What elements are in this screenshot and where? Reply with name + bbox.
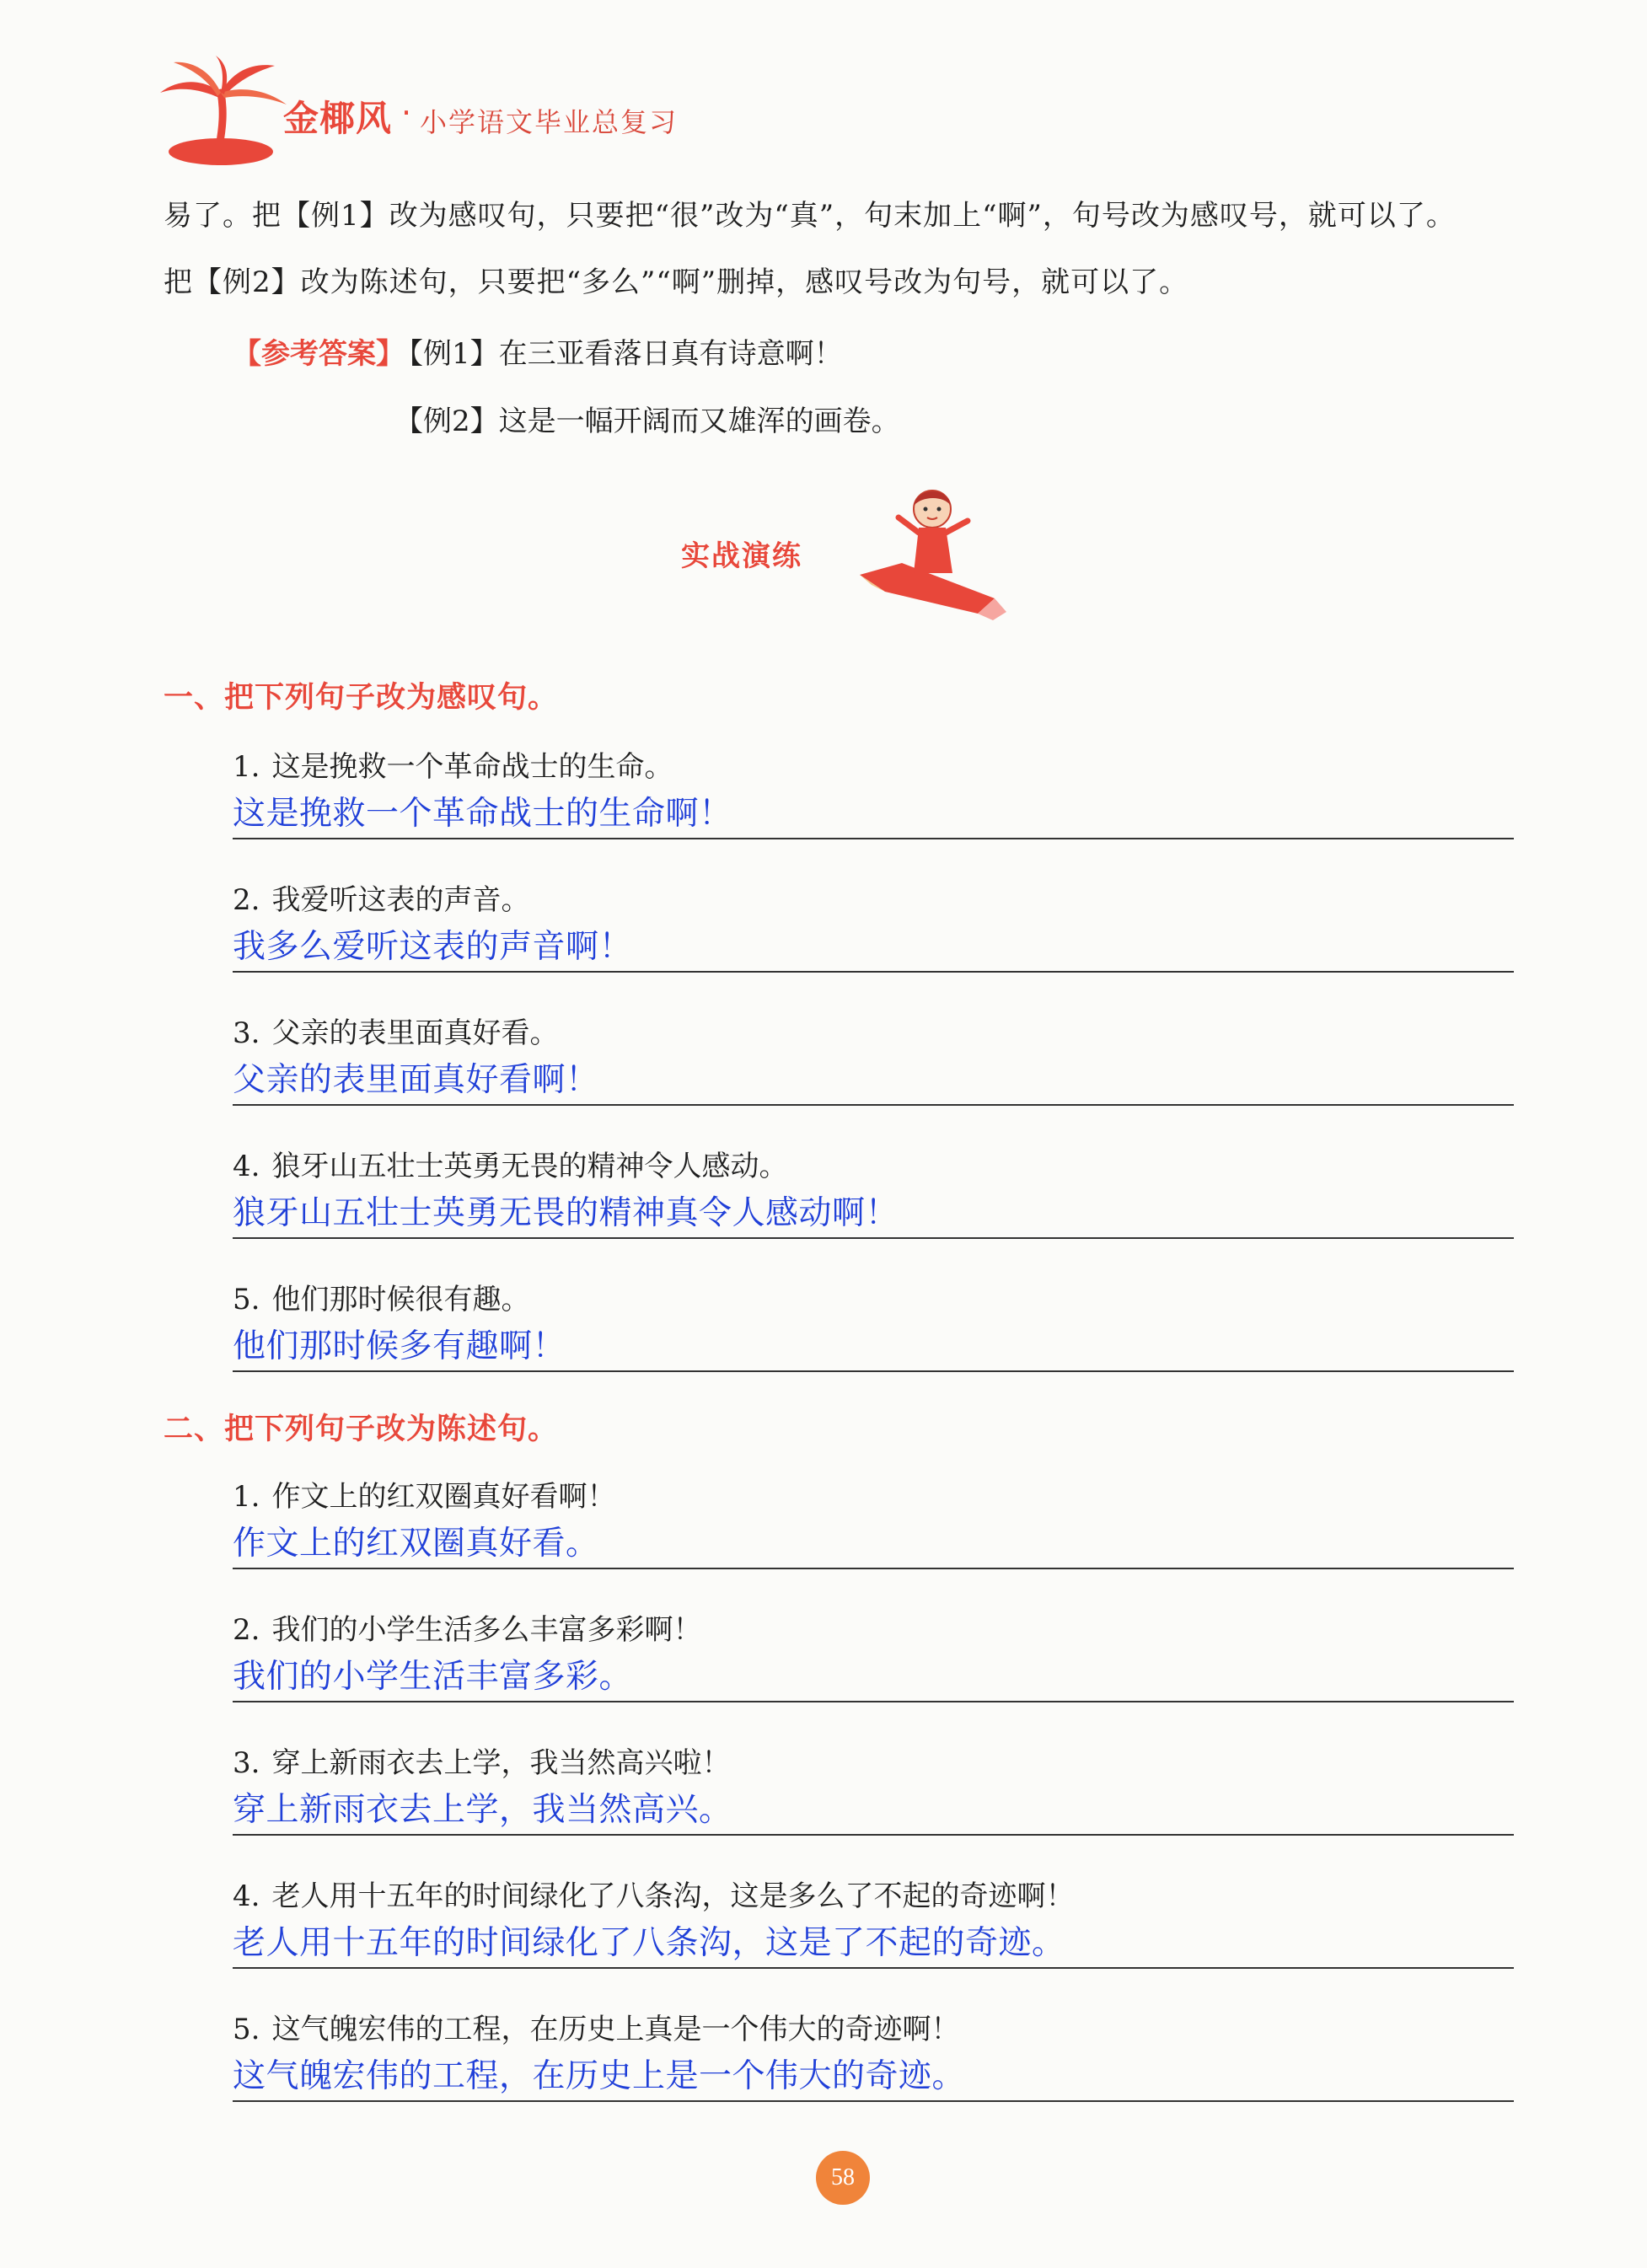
question-text: 老人用十五年的时间绿化了八条沟，这是多么了不起的奇迹啊！ bbox=[271, 1879, 1075, 1913]
brand-separator: · bbox=[401, 94, 412, 131]
brand-name: 金椰风 bbox=[283, 98, 393, 139]
exercise-number: 4. bbox=[233, 1879, 260, 1913]
exercise-item bbox=[233, 1143, 1514, 1269]
handwritten-answer: 我们的小学生活丰富多彩。 bbox=[233, 1658, 633, 1696]
handwritten-answer: 他们那时候多有趣啊！ bbox=[233, 1327, 566, 1365]
section-1-heading: 一、把下列句子改为感叹句。 bbox=[164, 681, 559, 715]
exercise-item bbox=[233, 2006, 1514, 2132]
exercise-item bbox=[233, 743, 1514, 870]
answer-line bbox=[233, 971, 1514, 973]
answer-line bbox=[233, 838, 1514, 839]
exercise-question bbox=[233, 877, 529, 918]
answer-line bbox=[233, 1701, 1514, 1702]
exercise-number: 5. bbox=[233, 2013, 260, 2046]
reference-answer-label: 【参考答案】 bbox=[233, 337, 405, 371]
exercise-item bbox=[233, 1740, 1514, 1866]
exercise-question bbox=[233, 1473, 615, 1515]
question-text: 这是挽救一个革命战士的生命。 bbox=[271, 750, 673, 784]
exercise-number: 3. bbox=[233, 1016, 260, 1050]
exercise-item bbox=[233, 1010, 1514, 1136]
exercise-number: 3. bbox=[233, 1746, 260, 1780]
answer-line bbox=[233, 2100, 1514, 2102]
question-text: 我们的小学生活多么丰富多彩啊！ bbox=[271, 1613, 702, 1647]
question-text: 穿上新雨衣去上学，我当然高兴啦！ bbox=[271, 1746, 731, 1780]
handwritten-answer: 老人用十五年的时间绿化了八条沟，这是了不起的奇迹。 bbox=[233, 1924, 1065, 1962]
handwritten-answer: 狼牙山五壮士英勇无畏的精神真令人感动啊！ bbox=[233, 1194, 899, 1232]
handwritten-answer: 父亲的表里面真好看啊！ bbox=[233, 1061, 599, 1099]
exercise-number: 2. bbox=[233, 1613, 260, 1647]
exercise-question bbox=[233, 1143, 787, 1184]
exercise-question bbox=[233, 1873, 1074, 1914]
exercise-item bbox=[233, 1473, 1514, 1600]
answer-line bbox=[233, 1370, 1514, 1372]
intro-line-2: 把【例2】改为陈述句，只要把“多么”“啊”删掉，感叹号改为句号，就可以了。 bbox=[164, 265, 1189, 299]
exercise-question bbox=[233, 1276, 529, 1317]
exercise-question bbox=[233, 743, 673, 785]
exercise-item bbox=[233, 1606, 1514, 1733]
reference-answer-example-1: 【例1】在三亚看落日真有诗意啊！ bbox=[394, 337, 843, 371]
question-text: 狼牙山五壮士英勇无畏的精神令人感动。 bbox=[271, 1150, 788, 1183]
intro-line-1: 易了。把【例1】改为感叹句，只要把“很”改为“真”，句末加上“啊”，句号改为感叹号，就可以了。 bbox=[164, 199, 1456, 233]
exercise-number: 1. bbox=[233, 750, 260, 784]
exercise-item bbox=[233, 1873, 1514, 1999]
book-subtitle: 小学语文毕业总复习 bbox=[420, 106, 679, 138]
reference-answer-example-2: 【例2】这是一幅开阔而又雄浑的画卷。 bbox=[394, 405, 900, 438]
exercise-question bbox=[233, 2006, 959, 2047]
answer-line bbox=[233, 1237, 1514, 1239]
palm-tree-logo-icon bbox=[152, 52, 295, 170]
answer-line bbox=[233, 1834, 1514, 1836]
practice-section-title: 实战演练 bbox=[681, 539, 802, 573]
exercise-number: 2. bbox=[233, 883, 260, 917]
exercise-number: 5. bbox=[233, 1283, 260, 1316]
question-text: 父亲的表里面真好看。 bbox=[271, 1016, 559, 1050]
exercise-number: 4. bbox=[233, 1150, 260, 1183]
girl-on-pencil-icon bbox=[851, 480, 1011, 624]
question-text: 这气魄宏伟的工程，在历史上真是一个伟大的奇迹啊！ bbox=[271, 2013, 960, 2046]
exercise-question bbox=[233, 1010, 558, 1051]
section-2-heading: 二、把下列句子改为陈述句。 bbox=[164, 1413, 559, 1446]
question-text: 他们那时候很有趣。 bbox=[271, 1283, 530, 1316]
exercise-item bbox=[233, 1276, 1514, 1402]
page-number: 58 bbox=[816, 2151, 870, 2205]
exercise-question bbox=[233, 1606, 701, 1648]
exercise-question bbox=[233, 1740, 730, 1781]
answer-line bbox=[233, 1967, 1514, 1969]
question-text: 我爱听这表的声音。 bbox=[271, 883, 530, 917]
handwritten-answer: 我多么爱听这表的声音啊！ bbox=[233, 928, 633, 966]
handwritten-answer: 这气魄宏伟的工程，在历史上是一个伟大的奇迹。 bbox=[233, 2057, 966, 2095]
answer-line bbox=[233, 1104, 1514, 1106]
exercise-number: 1. bbox=[233, 1480, 260, 1514]
handwritten-answer: 作文上的红双圈真好看。 bbox=[233, 1525, 599, 1563]
handwritten-answer: 穿上新雨衣去上学，我当然高兴。 bbox=[233, 1791, 732, 1829]
answer-line bbox=[233, 1568, 1514, 1569]
exercise-item bbox=[233, 877, 1514, 1003]
handwritten-answer: 这是挽救一个革命战士的生命啊！ bbox=[233, 795, 732, 833]
question-text: 作文上的红双圈真好看啊！ bbox=[271, 1480, 616, 1514]
